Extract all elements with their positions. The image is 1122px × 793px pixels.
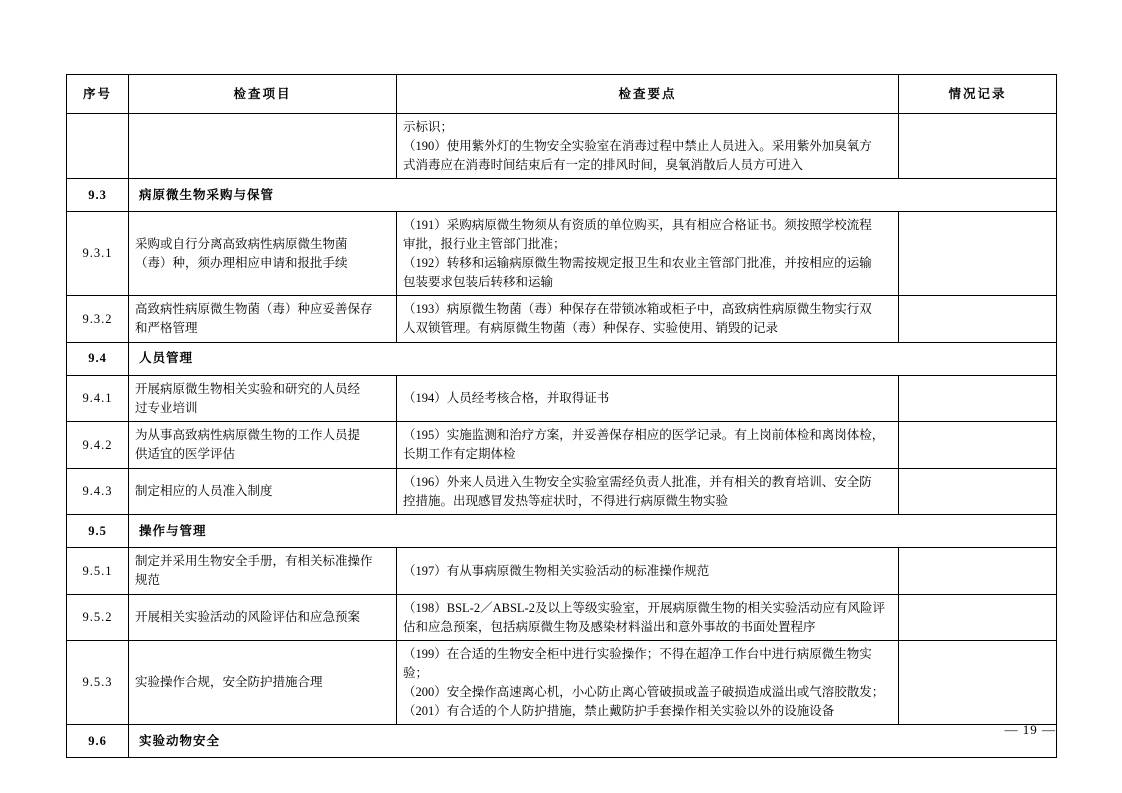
- row-record: [899, 594, 1057, 641]
- row-item: [129, 422, 397, 469]
- section-title: 实验动物安全: [129, 725, 1057, 758]
- points-line: 审批，报行业主管部门批准；: [403, 237, 566, 251]
- section-title: 病原微生物采购与保管: [129, 179, 1057, 212]
- item-line: （毒）种，须办理相应申请和报批手续: [135, 255, 348, 270]
- table-section-row: [67, 342, 1057, 375]
- row-item: [129, 548, 397, 595]
- table-row: [67, 548, 1057, 595]
- row-item: [129, 375, 397, 422]
- row-no: [67, 114, 129, 179]
- row-record: [899, 296, 1057, 343]
- row-no: 9.3.1: [67, 212, 129, 296]
- points-line: （197）有从事病原微生物相关实验活动的标准操作规范: [403, 563, 710, 578]
- item-line: 过专业培训: [135, 400, 198, 415]
- table-row: [67, 114, 1057, 179]
- table-row: [67, 375, 1057, 422]
- inspection-checklist-table: [66, 74, 1057, 758]
- points-line: 验；: [403, 666, 429, 680]
- row-item: [129, 296, 397, 343]
- item-line: 制定并采用生物安全手册，有相关标准操作: [135, 554, 373, 569]
- points-line: 示标识；: [403, 120, 454, 134]
- item-line: 规范: [135, 573, 161, 587]
- points-line: （199）在合适的生物安全柜中进行实验操作；不得在超净工作台中进行病原微生物实: [403, 647, 872, 662]
- table-row: [67, 594, 1057, 641]
- row-no: 9.5.1: [67, 548, 129, 595]
- row-record: [899, 468, 1057, 515]
- table-section-row: [67, 179, 1057, 212]
- points-line: （192）转移和运输病原微生物需按规定报卫生和农业主管部门批准，并按相应的运输: [403, 255, 872, 270]
- row-points: [397, 594, 899, 641]
- row-points: [397, 548, 899, 595]
- row-points: [397, 296, 899, 343]
- item-line: 开展病原微生物相关实验和研究的人员经: [135, 381, 361, 396]
- row-record: [899, 114, 1057, 179]
- column-header-points: 检查要点: [397, 75, 899, 114]
- row-no: 9.4.2: [67, 422, 129, 469]
- page-number: — 19 —: [1004, 722, 1056, 737]
- table-row: [67, 212, 1057, 296]
- row-record: [899, 641, 1057, 725]
- row-record: [899, 548, 1057, 595]
- item-line: 为从事高致病性病原微生物的工作人员提: [135, 428, 361, 443]
- row-record: [899, 212, 1057, 296]
- section-no: 9.6: [67, 725, 129, 758]
- table-row: [67, 422, 1057, 469]
- row-points: [397, 375, 899, 422]
- row-record: [899, 375, 1057, 422]
- item-line: 高致病性病原微生物菌（毒）种应妥善保存: [135, 302, 373, 317]
- section-no: 9.3: [67, 179, 129, 212]
- section-no: 9.5: [67, 515, 129, 548]
- row-points: [397, 212, 899, 296]
- row-no: 9.5.3: [67, 641, 129, 725]
- points-line: （195）实施监测和治疗方案，并妥善保存相应的医学记录。有上岗前体检和离岗体检，: [403, 428, 885, 443]
- row-item: [129, 114, 397, 179]
- row-item: [129, 641, 397, 725]
- row-points: [397, 114, 899, 179]
- section-title: 人员管理: [129, 342, 1057, 375]
- row-record: [899, 422, 1057, 469]
- table-header: [67, 75, 1057, 114]
- column-header-no: 序号: [67, 75, 129, 114]
- points-line: 控措施。出现感冒发热等症状时，不得进行病原微生物实验: [403, 493, 729, 508]
- points-line: （191）采购病原微生物须从有资质的单位购买，具有相应合格证书。须按照学校流程: [403, 218, 872, 233]
- row-no: 9.4.3: [67, 468, 129, 515]
- row-no: 9.4.1: [67, 375, 129, 422]
- row-item: [129, 468, 397, 515]
- points-line: （198）BSL-2／ABSL-2及以上等级实验室，开展病原微生物的相关实验活动应有风险评: [403, 600, 885, 615]
- table-row: [67, 296, 1057, 343]
- points-line: （190）使用紫外灯的生物安全实验室在消毒过程中禁止人员进入。采用紫外加臭氧方: [403, 138, 872, 153]
- section-title: 操作与管理: [129, 515, 1057, 548]
- table-section-row: [67, 515, 1057, 548]
- row-points: [397, 641, 899, 725]
- row-item: [129, 212, 397, 296]
- column-header-record: 情况记录: [899, 75, 1057, 114]
- points-line: （196）外来人员进入生物安全实验室需经负责人批准，并有相关的教育培训、安全防: [403, 474, 872, 489]
- points-line: 包装要求包装后转移和运输: [403, 274, 554, 289]
- row-no: 9.5.2: [67, 594, 129, 641]
- points-line: 人双锁管理。有病原微生物菌（毒）种保存、实验使用、销毁的记录: [403, 321, 779, 335]
- column-header-item: 检查项目: [129, 75, 397, 114]
- points-line: 估和应急预案，包括病原微生物及感染材料溢出和意外事故的书面处置程序: [403, 619, 816, 634]
- points-line: （201）有合适的个人防护措施，禁止戴防护手套操作相关实验以外的设施设备: [403, 703, 835, 718]
- item-line: 开展相关实验活动的风险评估和应急预案: [135, 610, 361, 625]
- points-line: （194）人员经考核合格，并取得证书: [403, 391, 610, 406]
- table-header-row: [67, 75, 1057, 114]
- points-line: （193）病原微生物菌（毒）种保存在带锁冰箱或柜子中，高致病性病原微生物实行双: [403, 302, 872, 317]
- item-line: 制定相应的人员准入制度: [135, 484, 273, 499]
- table-section-row: [67, 725, 1057, 758]
- table-row: [67, 468, 1057, 515]
- row-no: 9.3.2: [67, 296, 129, 343]
- points-line: 长期工作有定期体检: [403, 447, 516, 461]
- points-line: （200）安全操作高速离心机，小心防止离心管破损或盖子破损造成溢出或气溶胶散发；: [403, 684, 885, 699]
- table-row: [67, 641, 1057, 725]
- section-no: 9.4: [67, 342, 129, 375]
- row-points: [397, 422, 899, 469]
- item-line: 和严格管理: [135, 321, 198, 335]
- item-line: 供适宜的医学评估: [135, 447, 236, 461]
- row-item: [129, 594, 397, 641]
- row-points: [397, 468, 899, 515]
- points-line: 式消毒应在消毒时间结束后有一定的排风时间，臭氧消散后人员方可进入: [403, 157, 804, 172]
- item-line: 实验操作合规，安全防护措施合理: [135, 675, 323, 690]
- table-body: [67, 114, 1057, 758]
- item-line: 采购或自行分离高致病性病原微生物菌: [135, 237, 348, 251]
